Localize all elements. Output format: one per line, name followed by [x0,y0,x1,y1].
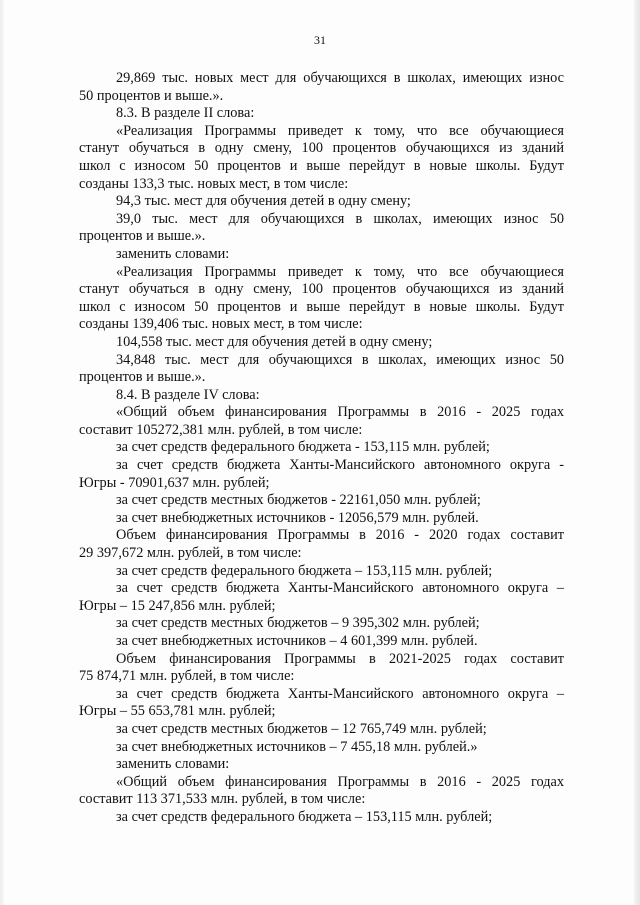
text-line: «Общий объем финансирования Программы в 2016 - 2025 годах [116,404,564,421]
text-line: за счет внебюджетных источников – 4 601,399 млн. рублей. [116,633,478,649]
text-line: 29 397,672 млн. рублей, в том числе: [79,545,302,562]
text-line: 8.3. В разделе II слова: [116,105,255,122]
text-line: 50 процентов и выше.». [79,87,224,104]
document-body [79,70,564,827]
text-line: за счет внебюджетных источников - 12056,579 млн. рублей. [116,509,479,526]
text-line: школ с износом 50 процентов и выше перейдут в новые школы. Будут [79,298,564,315]
text-line: за счет средств местных бюджетов – 9 395,302 млн. рублей; [116,615,480,632]
text-line: 104,558 тыс. мест для обучения детей в одну смену; [116,333,433,350]
text-line: Югры - 70901,637 млн. рублей; [79,474,270,491]
text-line: Объем финансирования Программы в 2016 - 2020 годах составит [116,527,564,544]
text-line: Югры – 15 247,856 млн. рублей; [79,597,276,614]
scan-left-edge [0,0,4,905]
text-line: 34,848 тыс. мест для обучающихся в школах, имеющих износ 50 [116,351,564,368]
text-line: за счет средств местных бюджетов - 22161,050 млн. рублей; [116,492,481,509]
text-line: за счет средств местных бюджетов – 12 765,749 млн. рублей; [116,720,487,737]
scan-right-edge [634,0,640,905]
text-line: школ с износом 50 процентов и выше перейдут в новые школы. Будут [79,157,564,174]
page-number: 31 [314,33,326,47]
text-line: за счет средств федерального бюджета – 153,115 млн. рублей; [116,808,493,825]
text-line: Югры – 55 653,781 млн. рублей; [79,703,276,720]
text-line: 75 874,71 млн. рублей, в том числе: [79,668,295,685]
text-line: составит 105272,381 млн. рублей, в том числе: [79,421,363,438]
text-line: за счет средств бюджета Ханты-Мансийского автономного округа – [116,685,564,702]
text-line: за счет средств федерального бюджета - 153,115 млн. рублей; [116,439,490,456]
text-line: созданы 133,3 тыс. новых мест, в том числе: [79,175,349,192]
text-line: 39,0 тыс. мест для обучающихся в школах, имеющих износ 50 [116,210,564,227]
text-line: заменить словами: [116,245,230,262]
text-line: «Реализация Программы приведет к тому, что все обучающиеся [116,122,564,139]
text-line: заменить словами: [116,756,230,773]
text-line: «Реализация Программы приведет к тому, что все обучающиеся [116,263,564,280]
text-line: Объем финансирования Программы в 2021-2025 годах составит [116,650,564,667]
text-line: за счет средств бюджета Ханты-Мансийского автономного округа - [116,457,564,474]
text-line: процентов и выше.». [79,369,206,386]
text-line: за счет внебюджетных источников – 7 455,18 млн. рублей.» [116,738,478,755]
text-line: за счет средств федерального бюджета – 153,115 млн. рублей; [116,562,493,579]
text-line: станут обучаться в одну смену, 100 процентов обучающихся из зданий [79,281,564,298]
text-line: 8.4. В разделе IV слова: [116,386,260,403]
text-line: процентов и выше.». [79,228,206,245]
text-line: 94,3 тыс. мест для обучения детей в одну смену; [116,193,411,210]
text-line: 29,869 тыс. новых мест для обучающихся в школах, имеющих износ [116,70,564,86]
text-line: созданы 139,406 тыс. новых мест, в том числе: [79,316,363,333]
text-line: составит 113 371,533 млн. рублей, в том числе: [79,791,366,808]
text-line: за счет средств бюджета Ханты-Мансийского автономного округа – [116,580,564,597]
text-line: станут обучаться в одну смену, 100 процентов обучающихся из зданий [79,140,564,157]
text-line: «Общий объем финансирования Программы в 2016 - 2025 годах [116,773,564,790]
